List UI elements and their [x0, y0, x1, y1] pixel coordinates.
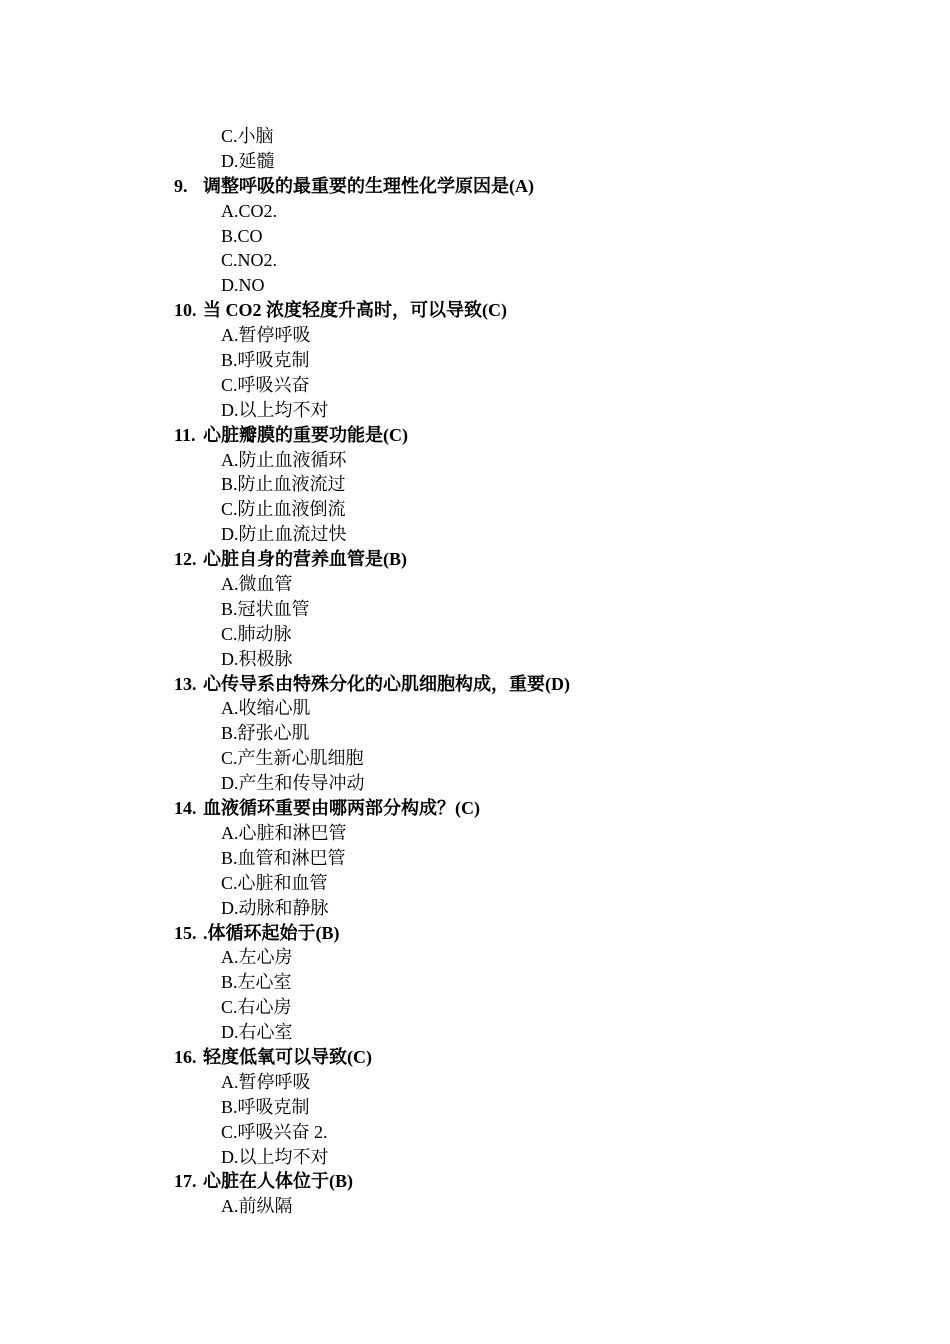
question-number: 13. — [174, 673, 197, 694]
option-line: C.NO2. — [221, 250, 278, 271]
option-line: A.暂停呼吸 — [221, 325, 311, 346]
option-line: B.防止血液流过 — [221, 474, 346, 495]
option-line: A.CO2. — [221, 200, 278, 221]
question-line — [0, 547, 950, 572]
question-line — [0, 1169, 950, 1194]
question-number: 11. — [174, 424, 196, 445]
option-line: C.肺动脉 — [221, 623, 292, 644]
question-line — [0, 1045, 950, 1070]
question-line — [0, 672, 950, 697]
question-number: 15. — [174, 922, 197, 943]
question-line — [0, 921, 950, 946]
question-number: 14. — [174, 798, 197, 819]
question-number: 10. — [174, 300, 197, 321]
question-line — [0, 423, 950, 448]
question-text: 轻度低氧可以导致(C) — [203, 1046, 372, 1067]
question-line — [0, 174, 950, 199]
question-text: 心脏自身的营养血管是(B) — [203, 549, 407, 570]
option-line: D.动脉和静脉 — [221, 897, 329, 918]
option-line: B.冠状血管 — [221, 598, 310, 619]
question-text: 当 CO2 浓度轻度升高时，可以导致(C) — [203, 300, 507, 321]
option-line: B.舒张心肌 — [221, 723, 310, 744]
option-line: C.右心房 — [221, 997, 292, 1018]
option-line: C.呼吸兴奋 — [221, 374, 310, 395]
question-number: 17. — [174, 1171, 197, 1192]
option-line: A.心脏和淋巴管 — [221, 822, 347, 843]
option-line: A.微血管 — [221, 574, 293, 595]
option-line: B.呼吸克制 — [221, 1096, 310, 1117]
option-line: A.左心房 — [221, 947, 293, 968]
question-number: 16. — [174, 1046, 197, 1067]
option-line: C.防止血液倒流 — [221, 499, 346, 520]
option-line: C.呼吸兴奋 2. — [221, 1121, 328, 1142]
option-line: D.积极脉 — [221, 648, 293, 669]
option-line: C.心脏和血管 — [221, 872, 328, 893]
option-line: D.产生和传导冲动 — [221, 773, 365, 794]
option-line: B.CO — [221, 225, 263, 246]
option-line: B.左心室 — [221, 972, 292, 993]
question-line — [0, 298, 950, 323]
option-line: D.右心室 — [221, 1022, 293, 1043]
question-text: 心脏在人体位于(B) — [203, 1171, 353, 1192]
question-text: 血液循环重要由哪两部分构成？(C) — [203, 798, 480, 819]
question-list — [0, 124, 950, 1219]
option-line: A.暂停呼吸 — [221, 1071, 311, 1092]
option-line: A.收缩心肌 — [221, 698, 311, 719]
question-text: 心脏瓣膜的重要功能是(C) — [203, 424, 408, 445]
question-number: 9. — [174, 175, 188, 196]
question-text: 调整呼吸的最重要的生理性化学原因是(A) — [203, 175, 534, 196]
question-text: 心传导系由特殊分化的心肌细胞构成，重要(D) — [203, 673, 570, 694]
question-number: 12. — [174, 549, 197, 570]
option-line: C.小脑 — [221, 126, 274, 146]
option-line: D.防止血流过快 — [221, 524, 347, 545]
question-line — [0, 796, 950, 821]
option-line: D.NO — [221, 275, 265, 296]
question-text: .体循环起始于(B) — [203, 922, 340, 943]
option-line: A.防止血液循环 — [221, 449, 347, 470]
option-line: D.以上均不对 — [221, 399, 329, 420]
option-line: D.延髓 — [221, 150, 275, 171]
option-line: C.产生新心肌细胞 — [221, 748, 364, 769]
option-line: D.以上均不对 — [221, 1146, 329, 1167]
option-line: B.血管和淋巴管 — [221, 847, 346, 868]
option-line: A.前纵隔 — [221, 1196, 293, 1217]
option-line: B.呼吸克制 — [221, 350, 310, 371]
